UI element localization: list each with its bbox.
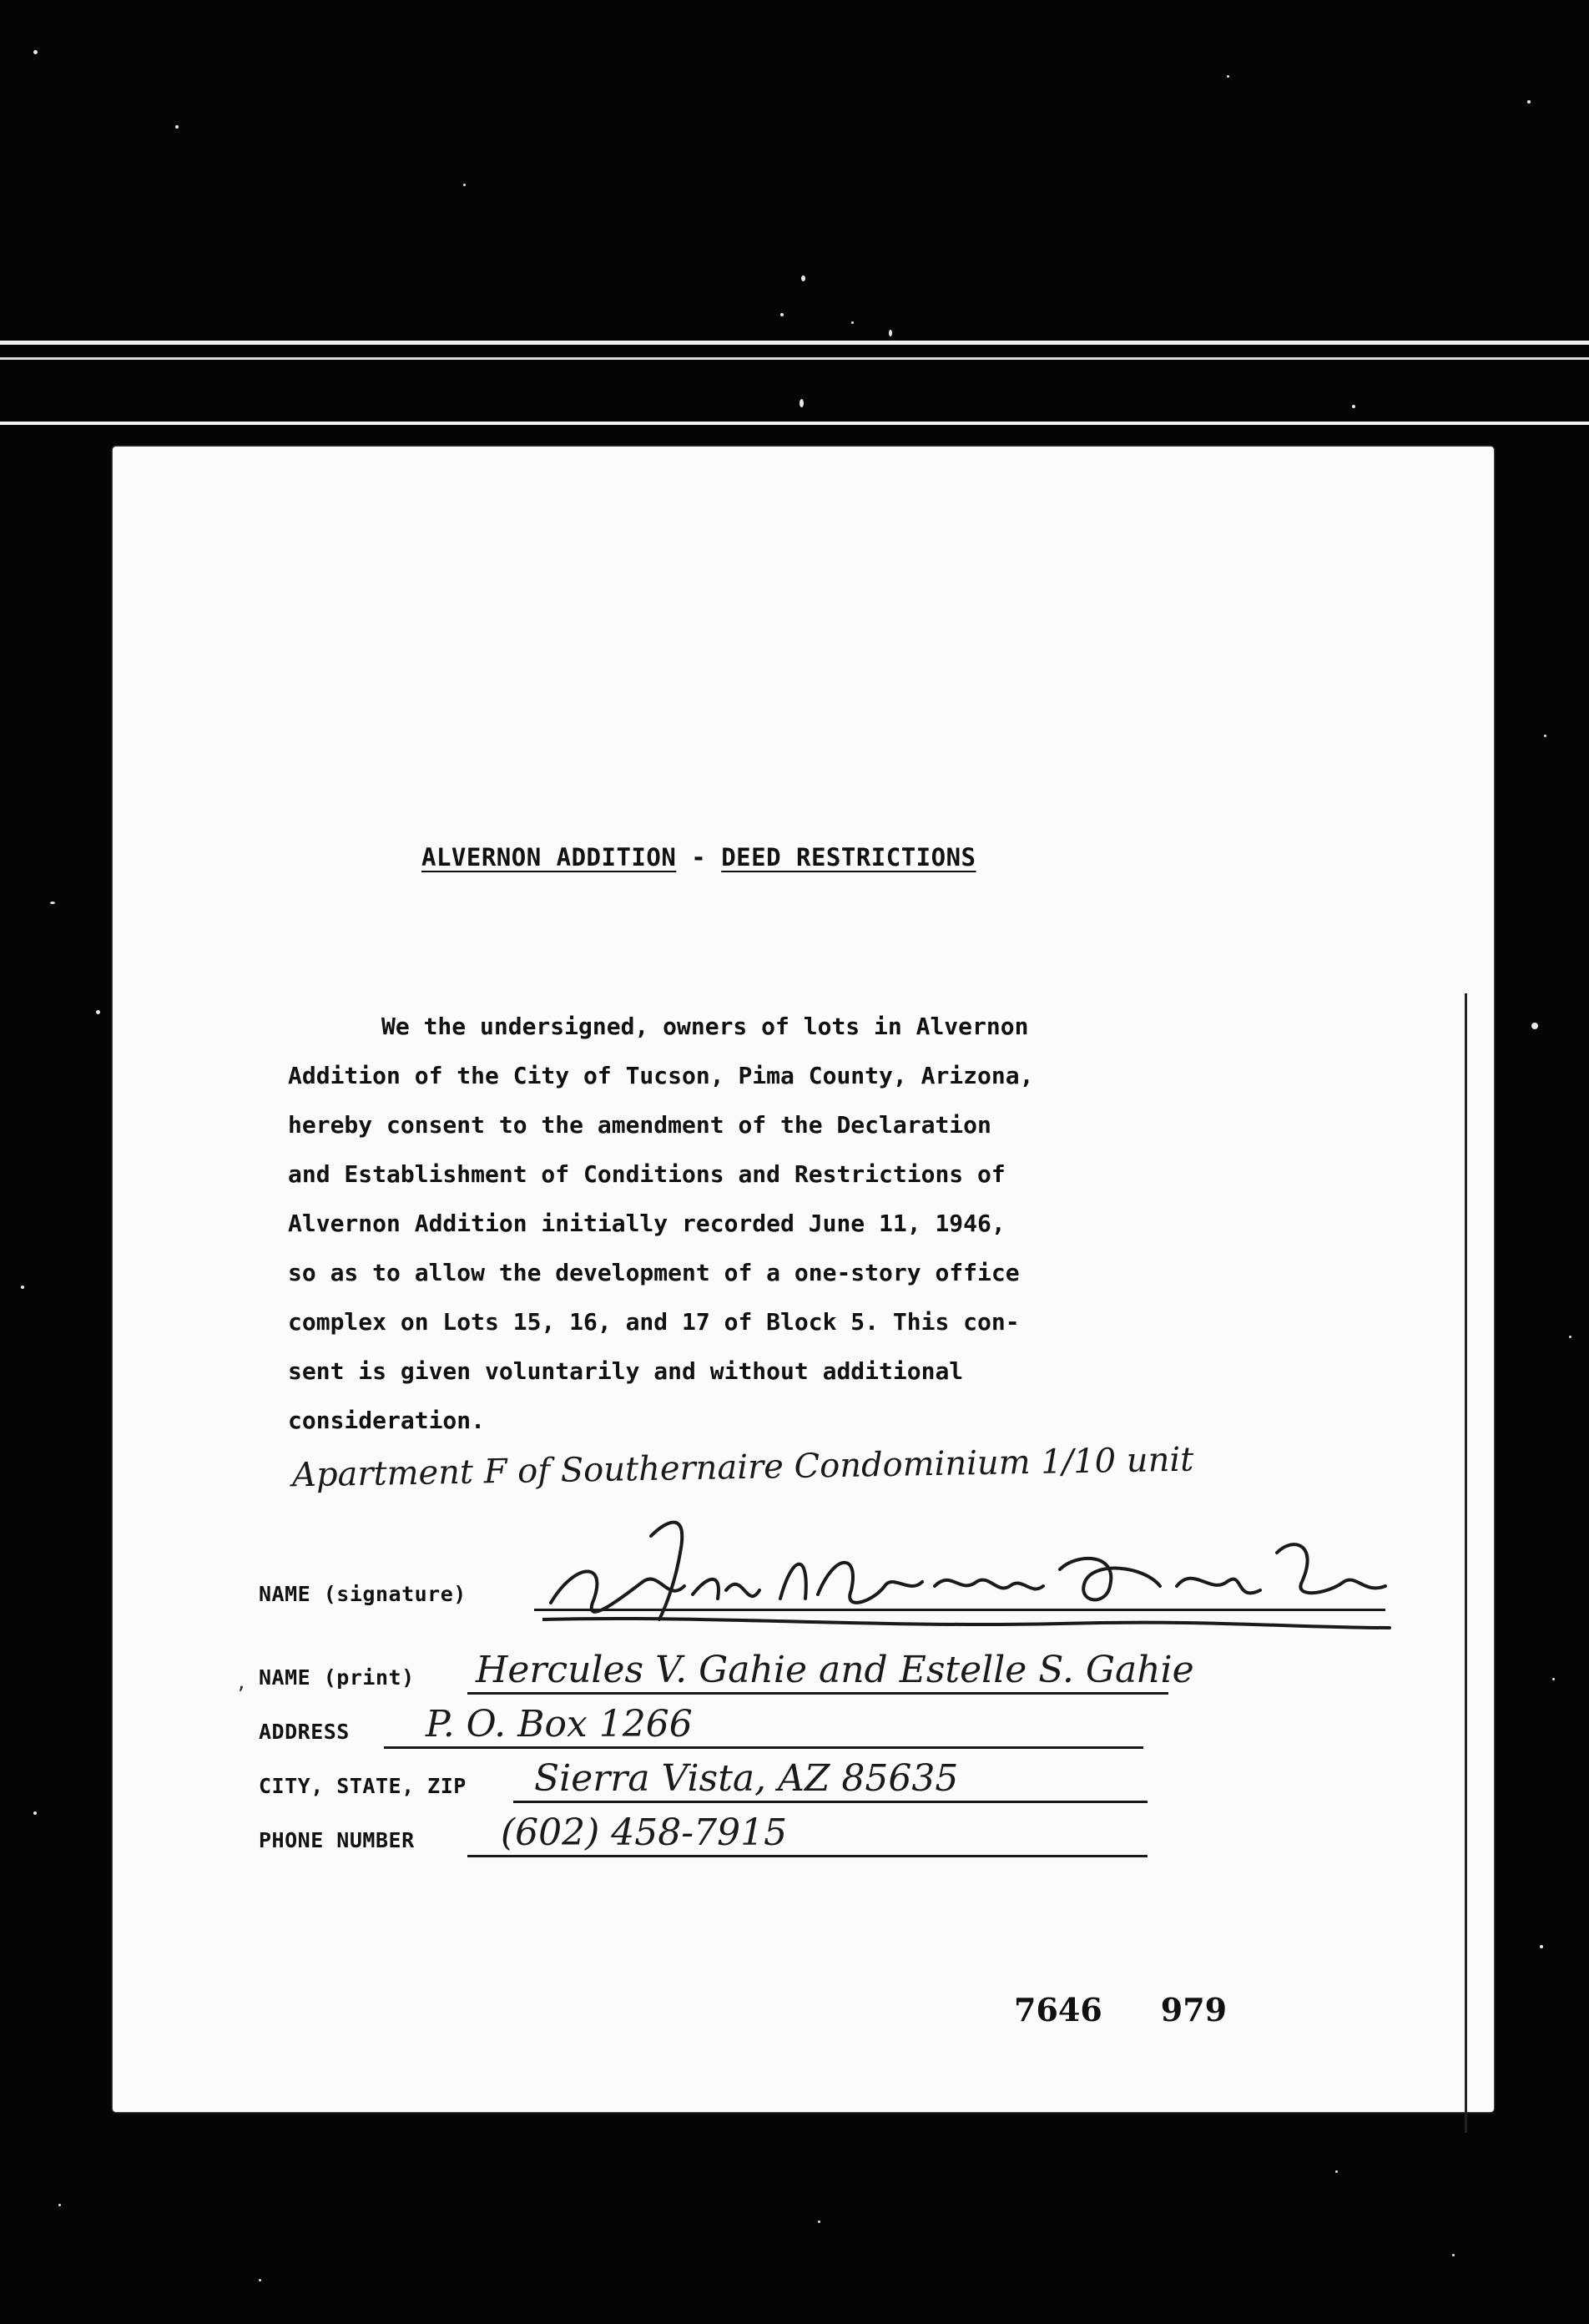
print-name-line (467, 1692, 1168, 1695)
address-value: P. O. Box 1266 (426, 1703, 693, 1746)
record-number-page: 979 (1160, 1991, 1228, 2028)
paragraph-line: complex on Lots 15, 16, and 17 of Block 5. This con- (288, 1308, 1020, 1336)
print-name-value: Hercules V. Gahie and Estelle S. Gahie (476, 1649, 1194, 1691)
phone-label: PHONE NUMBER (259, 1828, 415, 1852)
signature-label: NAME (signature) (259, 1582, 467, 1606)
address-row (259, 1703, 1177, 1749)
consent-paragraph (288, 1002, 1231, 1445)
phone-value: (602) 458-7915 (501, 1811, 788, 1854)
paragraph-line: so as to allow the development of a one-story office (288, 1259, 1020, 1286)
title-part-2: DEED RESTRICTIONS (721, 843, 976, 872)
print-name-label: NAME (print) (259, 1665, 415, 1690)
paragraph-line: sent is given voluntarily and without additional (288, 1357, 964, 1385)
handwritten-signature (542, 1503, 1394, 1644)
paragraph-line: hereby consent to the amendment of the Declaration (288, 1111, 991, 1139)
handwritten-annotation: Apartment F of Southernaire Condominium 1/10 unit (291, 1440, 1194, 1495)
address-line (384, 1746, 1143, 1749)
paragraph-line: Addition of the City of Tucson, Pima County, Arizona, (288, 1062, 1034, 1089)
city-state-zip-value: Sierra Vista, AZ 85635 (534, 1757, 959, 1800)
title-part-1: ALVERNON ADDITION (421, 843, 677, 872)
title-separator: - (676, 843, 722, 872)
city-state-zip-line (513, 1801, 1148, 1803)
right-margin-rule (1465, 993, 1467, 2133)
print-name-row (259, 1649, 1260, 1695)
paragraph-line: We the undersigned, owners of lots in Alvernon (381, 1013, 1029, 1040)
city-state-zip-row (259, 1757, 1177, 1803)
margin-mark: , (238, 1670, 245, 1695)
scan-stripe-middle (0, 357, 1589, 360)
paragraph-line: and Establishment of Conditions and Restrictions of (288, 1160, 1006, 1188)
record-numbers (1014, 1991, 1227, 2028)
phone-row (259, 1811, 1177, 1857)
paragraph-line: Alvernon Addition initially recorded June 11, 1946, (288, 1210, 1006, 1237)
margin-mark: ‚ (163, 1703, 170, 1728)
scan-stripe-top (0, 341, 1589, 345)
document-title (421, 843, 976, 872)
scan-stripe-bottom (0, 422, 1589, 425)
address-label: ADDRESS (259, 1720, 350, 1744)
paragraph-line: consideration. (288, 1407, 486, 1434)
record-number-docket: 7646 (1014, 1991, 1102, 2028)
phone-line (467, 1855, 1148, 1857)
city-state-zip-label: CITY, STATE, ZIP (259, 1774, 467, 1798)
